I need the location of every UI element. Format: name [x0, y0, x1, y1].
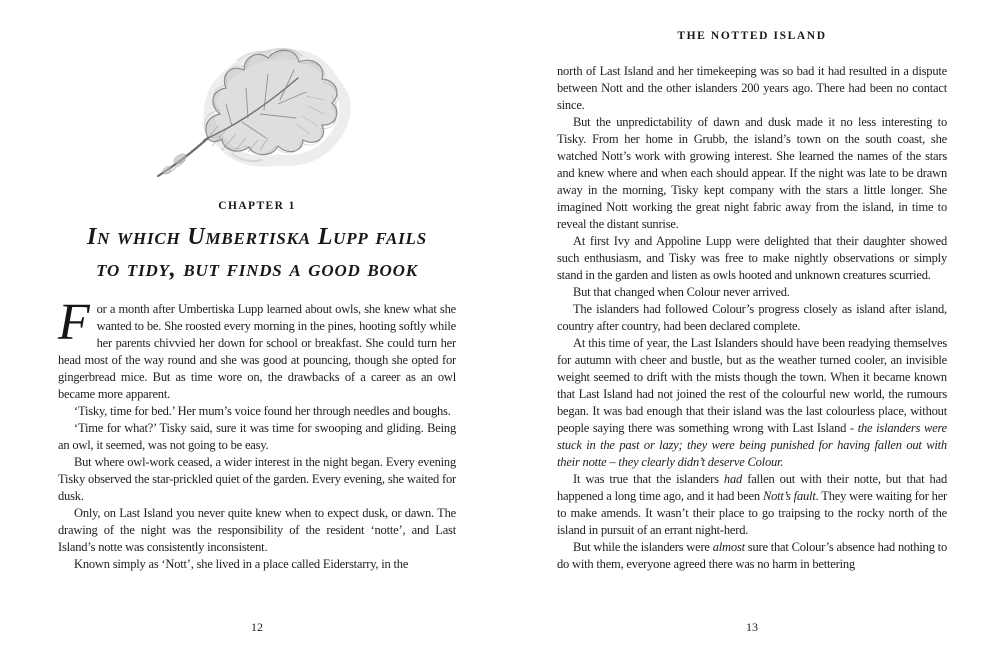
- paragraph: [58, 403, 456, 420]
- oak-leaf-illustration: [146, 26, 376, 190]
- paragraph: [58, 556, 456, 573]
- text-run: But while the islanders were: [573, 540, 713, 554]
- text-run: ‘Tisky, time for bed.’ Her mum’s voice found her through needles and boughs.: [74, 404, 451, 418]
- text-run: . They were waiting for her to make amends. It wasn’t their place to go traipsing to the rocky north of the island in pursuit of an errant night-herd.: [557, 489, 948, 537]
- text-run: Known simply as ‘Nott’, she lived in a place called Eiderstarry, in the: [74, 557, 409, 571]
- paragraph: [557, 539, 947, 573]
- paragraph: [557, 284, 947, 301]
- paragraph: [58, 420, 456, 454]
- left-page-text: [58, 294, 456, 573]
- paragraph: [557, 63, 947, 114]
- italic-text-run: had: [723, 472, 743, 486]
- right-page-text: [557, 63, 947, 573]
- paragraph: [58, 454, 456, 505]
- drop-cap: F: [58, 294, 90, 351]
- chapter-label: CHAPTER 1: [218, 200, 296, 212]
- italic-text-run: the islanders were stuck in the past or lazy; they were being punished for having fallen out with their notte – they clearly didn’t deserve Colour.: [557, 421, 947, 469]
- text-run: But where owl-work ceased, a wider interest in the night began. Every evening Tisky observed the star-prickled quiet of the garden. Every evening, she waited for dusk.: [58, 455, 456, 503]
- text-run: At first Ivy and Appoline Lupp were delighted that their daughter showed such enthusiasm, and Tisky was free to make nightly observations or simply stand in the garden and listen as owls hooted and unknown creatures scurried.: [557, 234, 947, 282]
- text-run: fallen out with their notte, but that had happened a long time ago, and it had been: [557, 472, 947, 503]
- text-run: or a month after Umbertiska Lupp learned about owls, she knew what she wanted to be. She roosted every morning in the pines, hooting softly while her parents chivvied her down for school or breakfast. She could turn her head most of the way round and she was good at pouncing, though she opted for gingerbread mice. But as time wore on, the drawbacks of a career as an owl became more apparent.: [58, 302, 456, 401]
- paragraph: [557, 471, 947, 539]
- paragraph: [557, 301, 947, 335]
- paragraph: [557, 114, 947, 233]
- chapter-title: [58, 221, 456, 285]
- text-run: It was true that the islanders: [573, 472, 724, 486]
- paragraph: [58, 505, 456, 556]
- chapter-title-line2: to tidy, but finds a good book: [96, 256, 418, 282]
- text-run: ‘Time for what?’ Tisky said, sure it was time for swooping and gliding. Being an owl, it seemed, was not going to be easy.: [58, 421, 456, 452]
- paragraph: [557, 233, 947, 284]
- left-page-number: 12: [251, 620, 263, 634]
- text-run: north of Last Island and her timekeeping was so bad it had resulted in a dispute between Nott and the other islanders 200 years ago. There had been no contact since.: [557, 64, 947, 112]
- paragraph: [58, 294, 456, 403]
- text-run: Only, on Last Island you never quite knew when to expect dusk, or dawn. The drawing of the night was the responsibility of the resident ‘notte’, and Last Island’s notte was consistently inconsistent.: [58, 506, 456, 554]
- text-run: At this time of year, the Last Islanders should have been readying themselves for autumn with cheer and bustle, but as the weather turned cooler, an invisible weight seemed to drift with the mists though the town. When it became known that Last Island had not joined the rest of the colourful new world, the rumours began. It was bad enough that their island was the last colourless place, without people saying there was something wrong with Last Island -: [557, 336, 947, 435]
- chapter-title-line1: In which Umbertiska Lupp fails: [86, 224, 427, 250]
- right-page: [557, 0, 947, 662]
- italic-text-run: Nott’s fault: [762, 489, 816, 503]
- italic-text-run: almost: [712, 540, 745, 554]
- right-page-number: 13: [746, 620, 758, 634]
- text-run: The islanders had followed Colour’s progress closely as island after island, country after country, had been declared complete.: [557, 302, 947, 333]
- text-run: sure that Colour’s absence had nothing to do with them, everyone agreed there was no harm in bettering: [557, 540, 947, 571]
- left-page: [58, 0, 456, 662]
- paragraph: [557, 335, 947, 471]
- text-run: But the unpredictability of dawn and dusk made it no less interesting to Tisky. From her home in Grubb, the island’s town on the south coast, she watched Nott’s work with growing interest. She learned the names of the stars and knew where and when each should appear. If the night was late to be drawn away in the morning, Tisky kept company with the stars a little longer. She imagined Nott working the great night fabric away from the island, in time to reveal the distant sunrise.: [557, 115, 947, 231]
- oak-leaf-sketch-icon: [146, 26, 376, 190]
- text-run: But that changed when Colour never arrived.: [573, 285, 790, 299]
- running-head: THE NOTTED ISLAND: [677, 30, 827, 42]
